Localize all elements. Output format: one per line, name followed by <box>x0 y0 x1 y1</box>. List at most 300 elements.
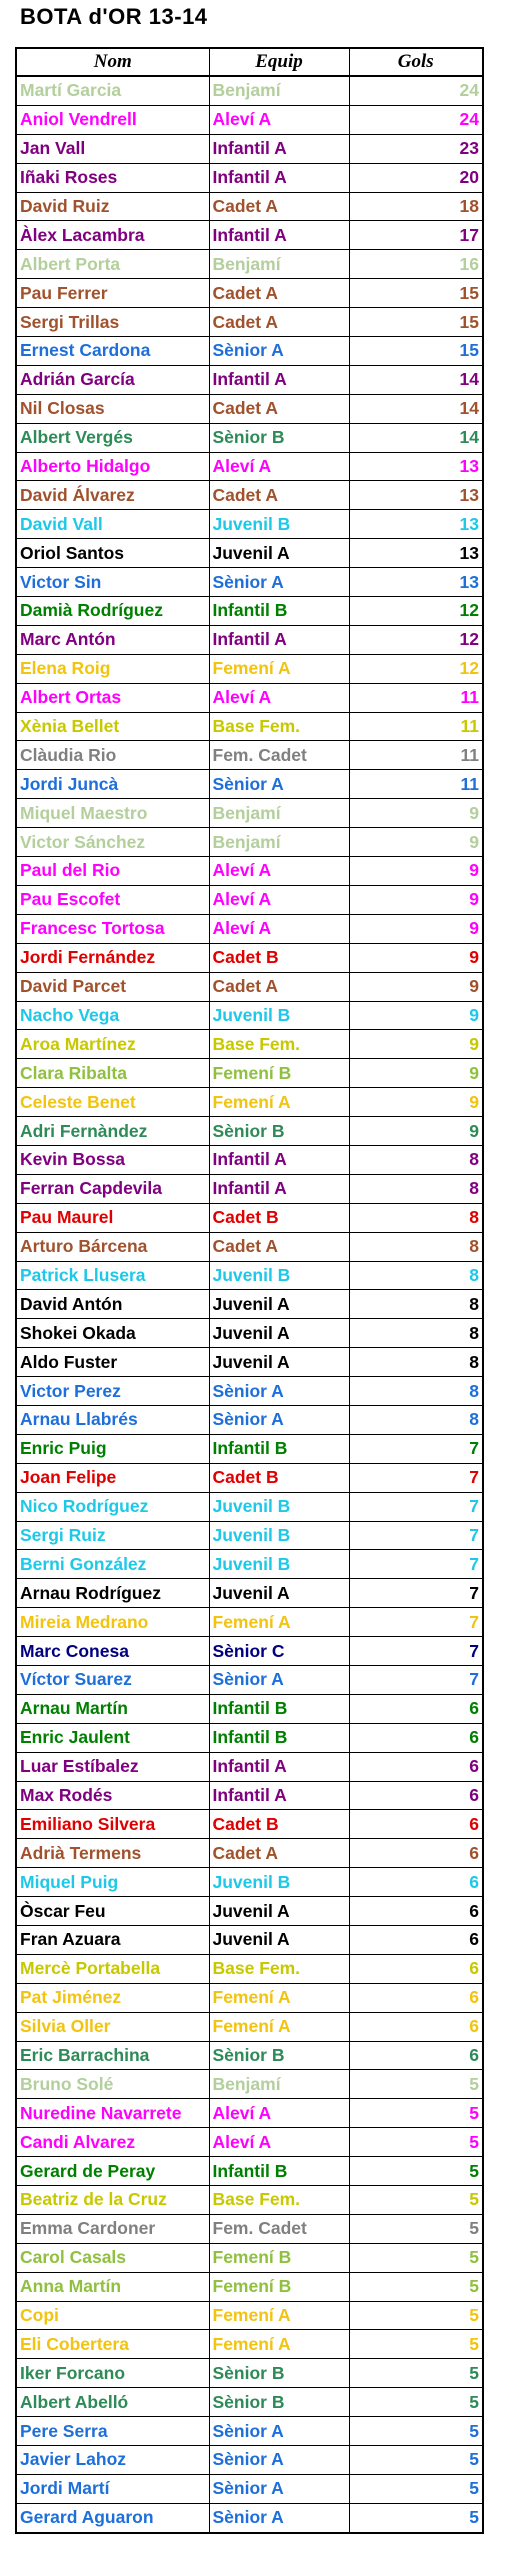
player-name: Francesc Tortosa <box>16 914 209 943</box>
table-row <box>16 2012 483 2041</box>
table-row <box>16 1954 483 1983</box>
team-name: Base Fem. <box>209 1954 349 1983</box>
table-row <box>16 568 483 597</box>
player-name: Víctor Suarez <box>16 1665 209 1694</box>
table-row <box>16 1637 483 1666</box>
goals-count: 7 <box>349 1665 483 1694</box>
table-row <box>16 510 483 539</box>
player-name: Kevin Bossa <box>16 1145 209 1174</box>
player-name: Martí Garcia <box>16 76 209 105</box>
player-name: Victor Perez <box>16 1377 209 1406</box>
table-row <box>16 683 483 712</box>
table-row <box>16 2503 483 2532</box>
player-name: Jan Vall <box>16 134 209 163</box>
table-row <box>16 1348 483 1377</box>
goals-count: 9 <box>349 1088 483 1117</box>
team-name: Sènior A <box>209 337 349 366</box>
player-name: Pere Serra <box>16 2417 209 2446</box>
team-name: Infantil A <box>209 1781 349 1810</box>
team-name: Cadet A <box>209 972 349 1001</box>
team-name: Base Fem. <box>209 1030 349 1059</box>
team-name: Fem. Cadet <box>209 2214 349 2243</box>
player-name: Celeste Benet <box>16 1088 209 1117</box>
player-name: Aroa Martínez <box>16 1030 209 1059</box>
table-row <box>16 394 483 423</box>
goals-count: 6 <box>349 1839 483 1868</box>
table-row <box>16 799 483 828</box>
team-name: Cadet B <box>209 1810 349 1839</box>
player-name: Miquel Puig <box>16 1868 209 1897</box>
player-name: Adrián García <box>16 365 209 394</box>
table-row <box>16 1405 483 1434</box>
player-name: Emiliano Silvera <box>16 1810 209 1839</box>
player-name: Albert Vergés <box>16 423 209 452</box>
player-name: Pat Jiménez <box>16 1983 209 2012</box>
goals-count: 5 <box>349 2301 483 2330</box>
goals-count: 6 <box>349 1897 483 1926</box>
goals-count: 9 <box>349 1001 483 1030</box>
goals-count: 5 <box>349 2157 483 2186</box>
table-row <box>16 857 483 886</box>
player-name: Clàudia Rio <box>16 741 209 770</box>
table-row <box>16 1665 483 1694</box>
header-name: Nom <box>16 48 209 76</box>
team-name: Sènior B <box>209 2359 349 2388</box>
goals-count: 12 <box>349 597 483 626</box>
player-name: Eli Cobertera <box>16 2330 209 2359</box>
team-name: Juvenil B <box>209 510 349 539</box>
goals-count: 6 <box>349 1752 483 1781</box>
team-name: Benjamí <box>209 799 349 828</box>
team-name: Juvenil B <box>209 1868 349 1897</box>
player-name: Iñaki Roses <box>16 163 209 192</box>
team-name: Infantil A <box>209 163 349 192</box>
player-name: Enric Puig <box>16 1434 209 1463</box>
team-name: Juvenil B <box>209 1492 349 1521</box>
table-row <box>16 2474 483 2503</box>
player-name: Joan Felipe <box>16 1463 209 1492</box>
team-name: Sènior B <box>209 2041 349 2070</box>
player-name: Aldo Fuster <box>16 1348 209 1377</box>
player-name: Albert Ortas <box>16 683 209 712</box>
table-row <box>16 1839 483 1868</box>
team-name: Aleví A <box>209 2099 349 2128</box>
goals-count: 9 <box>349 943 483 972</box>
team-name: Juvenil A <box>209 1348 349 1377</box>
player-name: Òscar Feu <box>16 1897 209 1926</box>
team-name: Femení B <box>209 2243 349 2272</box>
goals-count: 5 <box>349 2388 483 2417</box>
player-name: Ernest Cardona <box>16 337 209 366</box>
table-row <box>16 1377 483 1406</box>
table-row <box>16 1694 483 1723</box>
team-name: Juvenil B <box>209 1521 349 1550</box>
player-name: Eric Barrachina <box>16 2041 209 2070</box>
player-name: Shokei Okada <box>16 1319 209 1348</box>
player-name: Marc Conesa <box>16 1637 209 1666</box>
goals-count: 9 <box>349 828 483 857</box>
player-name: Adrià Termens <box>16 1839 209 1868</box>
team-name: Infantil B <box>209 2157 349 2186</box>
goals-count: 11 <box>349 770 483 799</box>
team-name: Benjamí <box>209 828 349 857</box>
table-row <box>16 2128 483 2157</box>
team-name: Infantil A <box>209 625 349 654</box>
goals-count: 24 <box>349 105 483 134</box>
player-name: David Antón <box>16 1290 209 1319</box>
goals-count: 5 <box>349 2214 483 2243</box>
table-row <box>16 712 483 741</box>
team-name: Aleví A <box>209 105 349 134</box>
goals-count: 9 <box>349 1059 483 1088</box>
table-row <box>16 192 483 221</box>
team-name: Infantil A <box>209 1145 349 1174</box>
table-row <box>16 972 483 1001</box>
player-name: Pau Escofet <box>16 885 209 914</box>
scorers-table <box>15 47 484 2534</box>
table-row <box>16 1926 483 1955</box>
player-name: Emma Cardoner <box>16 2214 209 2243</box>
team-name: Cadet B <box>209 1463 349 1492</box>
player-name: Albert Porta <box>16 250 209 279</box>
goals-count: 12 <box>349 625 483 654</box>
table-row <box>16 539 483 568</box>
goals-count: 9 <box>349 972 483 1001</box>
team-name: Juvenil A <box>209 1897 349 1926</box>
goals-count: 11 <box>349 712 483 741</box>
team-name: Juvenil A <box>209 539 349 568</box>
goals-count: 5 <box>349 2272 483 2301</box>
player-name: David Álvarez <box>16 481 209 510</box>
team-name: Infantil A <box>209 134 349 163</box>
goals-count: 7 <box>349 1579 483 1608</box>
header-equip: Equip <box>209 48 349 76</box>
player-name: Adri Fernàndez <box>16 1117 209 1146</box>
team-name: Benjamí <box>209 250 349 279</box>
table-row <box>16 1290 483 1319</box>
goals-count: 7 <box>349 1550 483 1579</box>
table-row <box>16 2272 483 2301</box>
goals-count: 5 <box>349 2359 483 2388</box>
team-name: Aleví A <box>209 885 349 914</box>
player-name: Arnau Rodríguez <box>16 1579 209 1608</box>
table-row <box>16 654 483 683</box>
team-name: Sènior A <box>209 1405 349 1434</box>
goals-count: 8 <box>349 1203 483 1232</box>
player-name: Nico Rodríguez <box>16 1492 209 1521</box>
goals-count: 14 <box>349 423 483 452</box>
team-name: Infantil A <box>209 1752 349 1781</box>
table-row <box>16 2388 483 2417</box>
team-name: Sènior B <box>209 2388 349 2417</box>
team-name: Cadet A <box>209 1232 349 1261</box>
team-name: Femení B <box>209 1059 349 1088</box>
goals-count: 8 <box>349 1145 483 1174</box>
goals-count: 13 <box>349 510 483 539</box>
player-name: Ferran Capdevila <box>16 1174 209 1203</box>
team-name: Juvenil B <box>209 1550 349 1579</box>
team-name: Sènior A <box>209 2417 349 2446</box>
table-row <box>16 163 483 192</box>
goals-count: 13 <box>349 568 483 597</box>
table-row <box>16 105 483 134</box>
player-name: Javier Lahoz <box>16 2446 209 2475</box>
goals-count: 12 <box>349 654 483 683</box>
table-row <box>16 1897 483 1926</box>
player-name: Albert Abelló <box>16 2388 209 2417</box>
table-row <box>16 1463 483 1492</box>
table-row <box>16 1030 483 1059</box>
goals-count: 9 <box>349 885 483 914</box>
table-row <box>16 625 483 654</box>
team-name: Sènior A <box>209 770 349 799</box>
team-name: Juvenil B <box>209 1001 349 1030</box>
team-name: Aleví A <box>209 2128 349 2157</box>
player-name: Carol Casals <box>16 2243 209 2272</box>
table-row <box>16 2041 483 2070</box>
goals-count: 7 <box>349 1434 483 1463</box>
player-name: Mireia Medrano <box>16 1608 209 1637</box>
player-name: Arnau Martín <box>16 1694 209 1723</box>
table-row <box>16 943 483 972</box>
player-name: Gerard Aguaron <box>16 2503 209 2532</box>
team-name: Cadet B <box>209 943 349 972</box>
team-name: Infantil A <box>209 1174 349 1203</box>
player-name: Damià Rodríguez <box>16 597 209 626</box>
goals-count: 14 <box>349 365 483 394</box>
table-row <box>16 337 483 366</box>
team-name: Base Fem. <box>209 712 349 741</box>
table-row <box>16 221 483 250</box>
team-name: Juvenil A <box>209 1926 349 1955</box>
goals-count: 8 <box>349 1348 483 1377</box>
table-row <box>16 1001 483 1030</box>
player-name: Elena Roig <box>16 654 209 683</box>
table-row <box>16 134 483 163</box>
team-name: Benjamí <box>209 2070 349 2099</box>
header-gols: Gols <box>349 48 483 76</box>
player-name: Pau Maurel <box>16 1203 209 1232</box>
team-name: Juvenil A <box>209 1319 349 1348</box>
goals-count: 6 <box>349 1926 483 1955</box>
goals-count: 11 <box>349 683 483 712</box>
player-name: Beatriz de la Cruz <box>16 2186 209 2215</box>
player-name: Berni González <box>16 1550 209 1579</box>
player-name: Victor Sánchez <box>16 828 209 857</box>
player-name: Nuredine Navarrete <box>16 2099 209 2128</box>
player-name: Luar Estíbalez <box>16 1752 209 1781</box>
goals-count: 5 <box>349 2503 483 2532</box>
goals-count: 5 <box>349 2243 483 2272</box>
goals-count: 6 <box>349 1868 483 1897</box>
team-name: Sènior A <box>209 2474 349 2503</box>
player-name: Mercè Portabella <box>16 1954 209 1983</box>
player-name: Sergi Ruiz <box>16 1521 209 1550</box>
table-row <box>16 1983 483 2012</box>
team-name: Base Fem. <box>209 2186 349 2215</box>
team-name: Cadet A <box>209 394 349 423</box>
player-name: Candi Alvarez <box>16 2128 209 2157</box>
table-row <box>16 2099 483 2128</box>
team-name: Fem. Cadet <box>209 741 349 770</box>
team-name: Juvenil A <box>209 1579 349 1608</box>
goals-count: 8 <box>349 1261 483 1290</box>
player-name: Alberto Hidalgo <box>16 452 209 481</box>
team-name: Cadet A <box>209 308 349 337</box>
goals-count: 18 <box>349 192 483 221</box>
goals-count: 8 <box>349 1174 483 1203</box>
table-row <box>16 452 483 481</box>
goals-count: 5 <box>349 2099 483 2128</box>
goals-count: 15 <box>349 279 483 308</box>
goals-count: 5 <box>349 2330 483 2359</box>
goals-count: 9 <box>349 1117 483 1146</box>
table-row <box>16 2359 483 2388</box>
goals-count: 8 <box>349 1232 483 1261</box>
player-name: David Ruiz <box>16 192 209 221</box>
player-name: Nil Closas <box>16 394 209 423</box>
goals-count: 6 <box>349 1723 483 1752</box>
table-row <box>16 2214 483 2243</box>
team-name: Femení A <box>209 2330 349 2359</box>
table-row <box>16 2417 483 2446</box>
player-name: Arturo Bárcena <box>16 1232 209 1261</box>
team-name: Femení B <box>209 2272 349 2301</box>
goals-count: 15 <box>349 337 483 366</box>
player-name: Jordi Martí <box>16 2474 209 2503</box>
goals-count: 5 <box>349 2128 483 2157</box>
table-row <box>16 1059 483 1088</box>
goals-count: 14 <box>349 394 483 423</box>
table-row <box>16 1434 483 1463</box>
table-row <box>16 2070 483 2099</box>
table-row <box>16 1810 483 1839</box>
table-row <box>16 1868 483 1897</box>
team-name: Infantil B <box>209 1434 349 1463</box>
goals-count: 8 <box>349 1319 483 1348</box>
table-row <box>16 1781 483 1810</box>
table-row <box>16 1723 483 1752</box>
player-name: Xènia Bellet <box>16 712 209 741</box>
table-row <box>16 770 483 799</box>
goals-count: 24 <box>349 76 483 105</box>
goals-count: 16 <box>349 250 483 279</box>
goals-count: 6 <box>349 2041 483 2070</box>
table-row <box>16 423 483 452</box>
goals-count: 7 <box>349 1463 483 1492</box>
team-name: Aleví A <box>209 914 349 943</box>
goals-count: 9 <box>349 1030 483 1059</box>
player-name: David Parcet <box>16 972 209 1001</box>
goals-count: 6 <box>349 1694 483 1723</box>
table-row <box>16 741 483 770</box>
goals-count: 6 <box>349 1983 483 2012</box>
team-name: Sènior A <box>209 568 349 597</box>
team-name: Femení A <box>209 1608 349 1637</box>
table-row <box>16 2157 483 2186</box>
team-name: Sènior B <box>209 423 349 452</box>
table-row <box>16 1319 483 1348</box>
table-row <box>16 1117 483 1146</box>
player-name: Victor Sin <box>16 568 209 597</box>
team-name: Sènior C <box>209 1637 349 1666</box>
table-row <box>16 365 483 394</box>
table-row <box>16 1550 483 1579</box>
goals-count: 8 <box>349 1405 483 1434</box>
player-name: Copi <box>16 2301 209 2330</box>
team-name: Infantil A <box>209 221 349 250</box>
goals-count: 8 <box>349 1290 483 1319</box>
goals-count: 13 <box>349 539 483 568</box>
team-name: Aleví A <box>209 452 349 481</box>
team-name: Juvenil B <box>209 1261 349 1290</box>
player-name: Miquel Maestro <box>16 799 209 828</box>
goals-count: 5 <box>349 2186 483 2215</box>
table-row <box>16 1145 483 1174</box>
table-row <box>16 1203 483 1232</box>
table-row <box>16 828 483 857</box>
goals-count: 9 <box>349 799 483 828</box>
table-row <box>16 2301 483 2330</box>
player-name: Jordi Fernández <box>16 943 209 972</box>
goals-count: 17 <box>349 221 483 250</box>
team-name: Infantil A <box>209 365 349 394</box>
goals-count: 6 <box>349 2012 483 2041</box>
table-row <box>16 1752 483 1781</box>
table-row <box>16 279 483 308</box>
goals-count: 5 <box>349 2417 483 2446</box>
table-row <box>16 481 483 510</box>
team-name: Femení A <box>209 1983 349 2012</box>
player-name: Àlex Lacambra <box>16 221 209 250</box>
table-row <box>16 2330 483 2359</box>
table-row <box>16 1261 483 1290</box>
player-name: Marc Antón <box>16 625 209 654</box>
player-name: Anna Martín <box>16 2272 209 2301</box>
player-name: Gerard de Peray <box>16 2157 209 2186</box>
team-name: Femení A <box>209 1088 349 1117</box>
table-row <box>16 1174 483 1203</box>
goals-count: 9 <box>349 914 483 943</box>
team-name: Juvenil A <box>209 1290 349 1319</box>
team-name: Aleví A <box>209 683 349 712</box>
goals-count: 13 <box>349 481 483 510</box>
table-row <box>16 1492 483 1521</box>
goals-count: 6 <box>349 1810 483 1839</box>
player-name: Arnau Llabrés <box>16 1405 209 1434</box>
table-row <box>16 2446 483 2475</box>
team-name: Cadet A <box>209 481 349 510</box>
team-name: Cadet A <box>209 1839 349 1868</box>
goals-count: 7 <box>349 1637 483 1666</box>
table-header-row <box>16 48 483 76</box>
goals-count: 5 <box>349 2070 483 2099</box>
player-name: Iker Forcano <box>16 2359 209 2388</box>
goals-count: 13 <box>349 452 483 481</box>
team-name: Sènior A <box>209 2503 349 2532</box>
goals-count: 9 <box>349 857 483 886</box>
goals-count: 11 <box>349 741 483 770</box>
team-name: Infantil B <box>209 597 349 626</box>
goals-count: 5 <box>349 2474 483 2503</box>
team-name: Femení A <box>209 2012 349 2041</box>
player-name: Fran Azuara <box>16 1926 209 1955</box>
player-name: Max Rodés <box>16 1781 209 1810</box>
goals-count: 7 <box>349 1608 483 1637</box>
player-name: Aniol Vendrell <box>16 105 209 134</box>
team-name: Sènior B <box>209 1117 349 1146</box>
player-name: Clara Ribalta <box>16 1059 209 1088</box>
